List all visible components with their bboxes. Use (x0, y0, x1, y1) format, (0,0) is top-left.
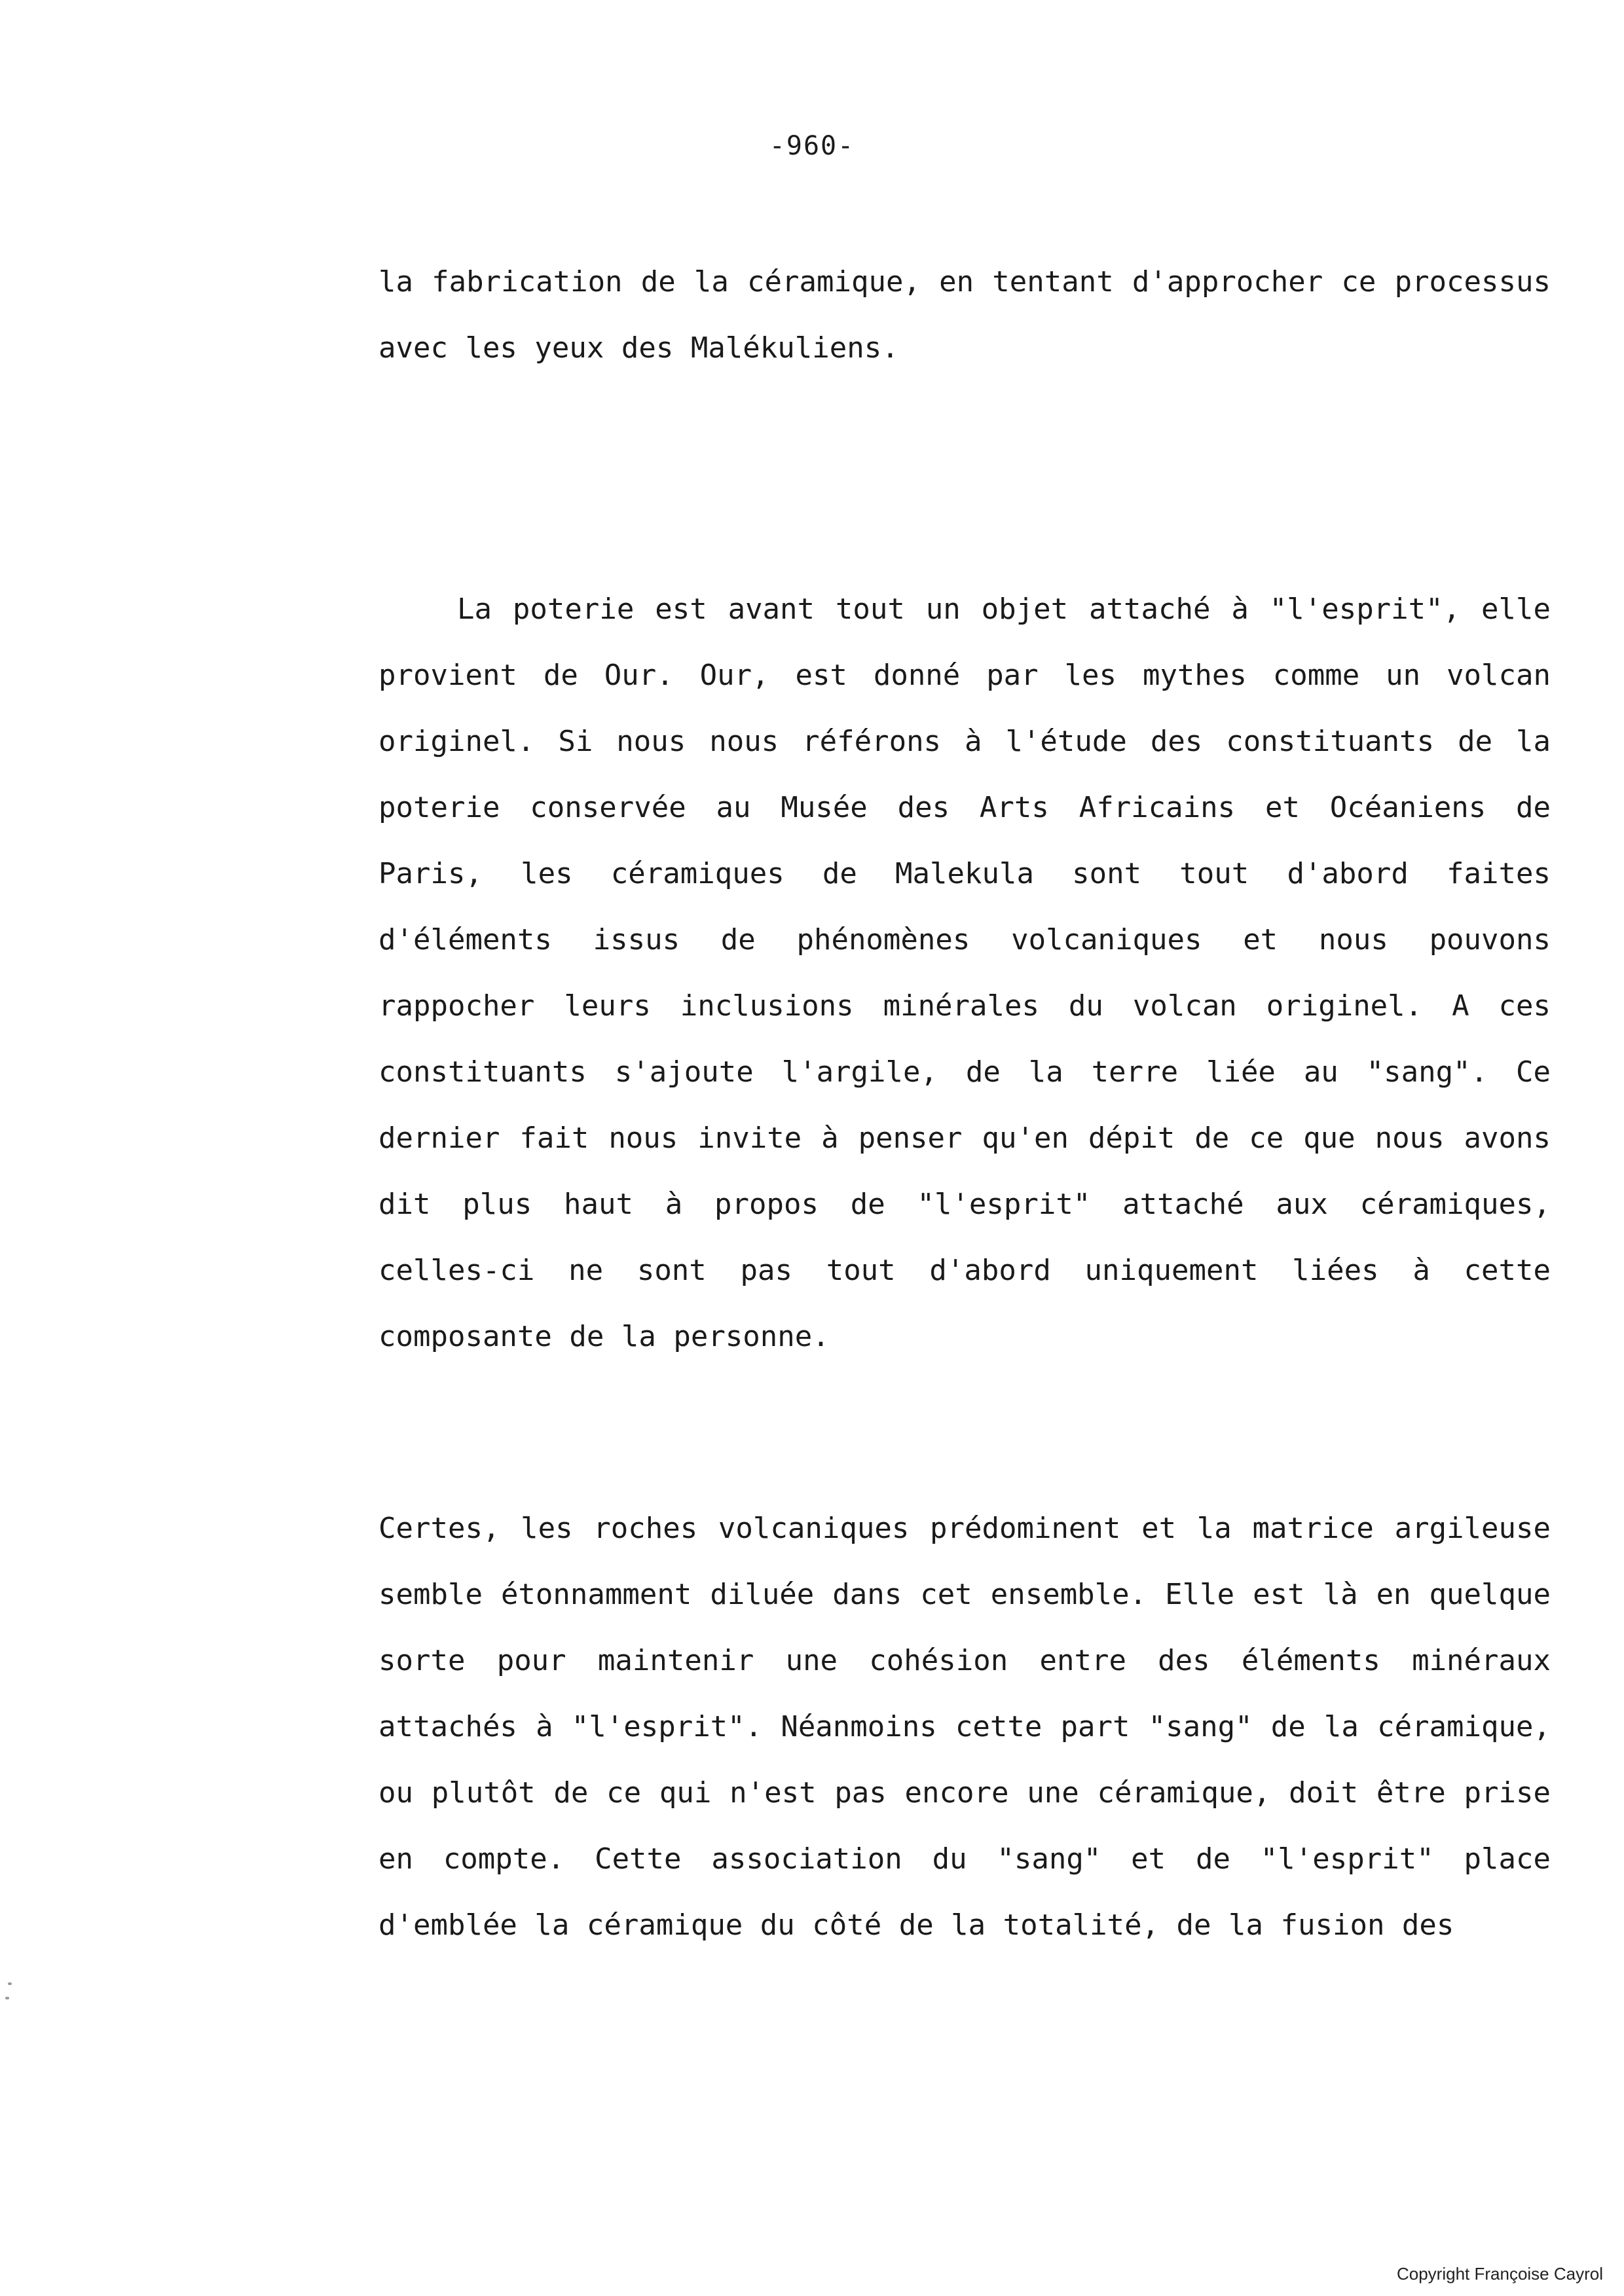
paragraph-poterie: La poterie est avant tout un objet attaché à "l'esprit", elle provient de Our. Our, est donné par les mythes comme un volcan originel. Si nous nous référons à l'étude des constituants de la poterie conservée au Musée des Arts Africains et Océaniens de Paris, les céramiques de Malekula sont tout d'abord faites d'éléments issus de phénomènes volcaniques et nous pouvons rappocher leurs inclusions minérales du volcan originel. A ces constituants s'ajoute l'argile, de la terre liée au "sang". Ce dernier fait nous invite à penser qu'en dépit de ce que nous avons dit plus haut à propos de "l'esprit" attaché aux céramiques, celles-ci ne sont pas tout d'abord uniquement liées à cette composante de la personne. (378, 592, 1551, 1353)
page-number: -960- (769, 131, 855, 161)
paragraph-certes: Certes, les roches volcaniques prédominent et la matrice argileuse semble étonnamment diluée dans cet ensemble. Elle est là en quelque sorte pour maintenir une cohésion entre des éléments minéraux attachés à "l'esprit". Néanmoins cette part "sang" de la céramique, ou plutôt de ce qui n'est pas encore une céramique, doit être prise en compte. Cette association du "sang" et de "l'esprit" place d'emblée la céramique du côté de la totalité, de la fusion des (378, 1512, 1551, 1942)
scan-speck-mark (8, 1982, 12, 1985)
paragraph-continuation: la fabrication de la céramique, en tentant d'approcher ce processus avec les yeux des Malékuliens. (378, 265, 1551, 365)
copyright-notice: Copyright Françoise Cayrol (1396, 2264, 1603, 2284)
scan-speck-mark (5, 1997, 9, 1999)
